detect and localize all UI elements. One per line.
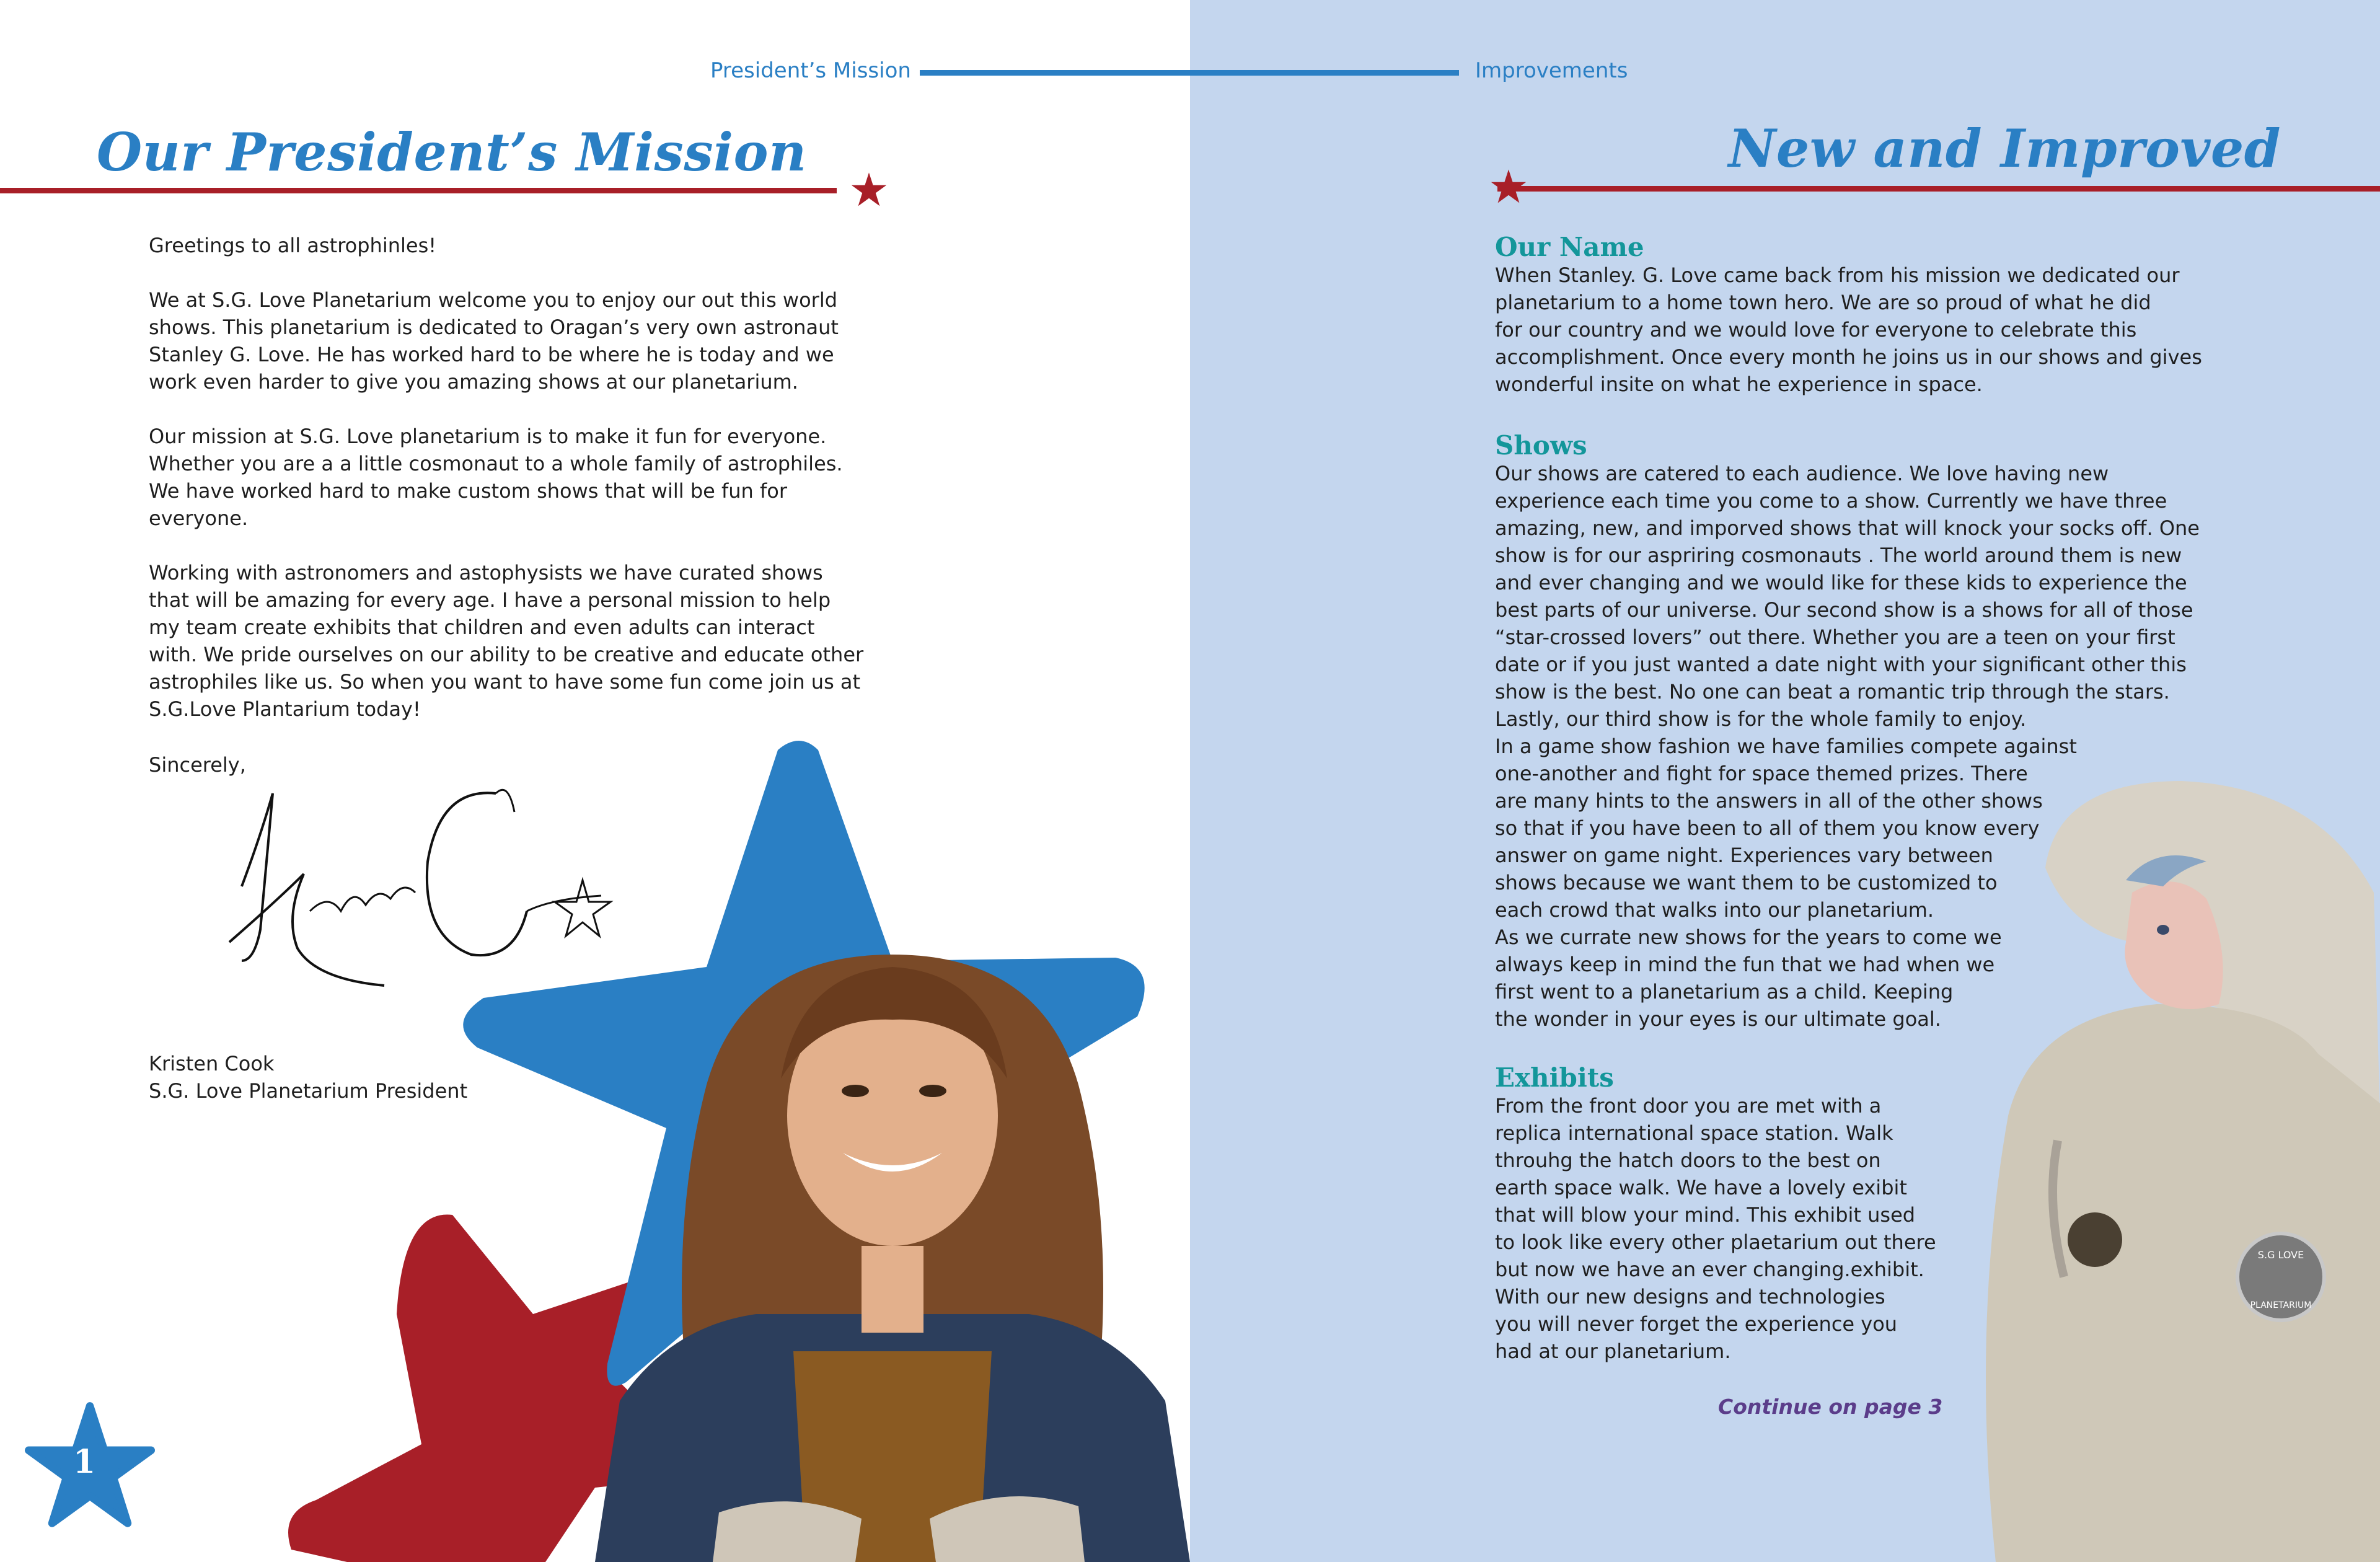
letter-paragraph: We at S.G. Love Planetarium welcome you to enjoy our out this world shows. This planetarium is dedicated to Oragan’s very own astronaut Stanley G. Love. He has worked hard to be where he is today and we work even harder to give you amazing shows at our planetarium. (149, 288, 839, 394)
star-icon (850, 171, 888, 208)
nav-divider (920, 70, 1459, 76)
signer-title: S.G. Love Planetarium President (149, 1079, 468, 1103)
signer-name: Kristen Cook (149, 1052, 275, 1075)
section-title: Shows (1495, 430, 1587, 461)
signature-image (205, 775, 626, 998)
page-title: Our President’s Mission (97, 121, 807, 183)
nav-label-presidents-mission[interactable]: President’s Mission (710, 58, 911, 83)
greeting: Greetings to all astrophinles! (149, 234, 437, 257)
signer-block (149, 1050, 467, 1105)
section-body: When Stanley. G. Love came back from his mission we dedicated our planetarium to a home town hero. We are so proud of what he did for our country and we would love for everyone to celebrate this accomplishment. Once every month he joins us in our shows and gives wonderful insite on what he experience in space. (1495, 263, 2202, 396)
page-number: 1 (73, 1443, 96, 1481)
section-body: From the front door you are met with a replica international space station. Walk throuhg the hatch doors to the best on earth space walk. We have a lovely exibit that will blow your mind. This exhibit used to look like every other plaetarium out there but now we have an ever changing.exhibit. With our new designs and technologies you will never forget the experience you had at our planetarium. (1495, 1094, 1936, 1363)
page-title: New and Improved (1728, 118, 2281, 179)
patch-text-bottom: PLANETARIUM (2250, 1300, 2312, 1310)
star-icon (1490, 168, 1527, 205)
section-body: Our shows are catered to each audience. We love having new experience each time you come to a show. Currently we have three amazing, new, and imporved shows that will knock your socks off. One show is for our aspriring cosmonauts . The world around them is new and ever changing and we would like for these kids to experience the best parts of our universe. Our second show is a shows for all of those “star-crossed lovers” out there. Whether you are a teen on your first date or if you just wanted a date night with your significant other this show is the best. No one can beat a romantic trip through the stars. Lastly, our third show is for the whole family to enjoy. In a game show fashion we have families compete against one-another and fight for space themed prizes. There are many hints to the answers in all of the other shows so that if you have been to all of them you know every answer on game night. Experiences vary between shows because we want them to be customized to each crowd that walks into our planetarium. As we currate new shows for the years to come we always keep in mind the fun that we had when we first went to a planetarium as a child. Keeping the wonder in your eyes is our ultimate goal. (1495, 462, 2200, 1031)
title-rule (0, 188, 837, 193)
letter-paragraph: Our mission at S.G. Love planetarium is to make it fun for everyone. Whether you are a a little cosmonaut to a whole family of astrophiles. We have worked hard to make custom shows that will be fun for everyone. (149, 425, 843, 530)
letter-body (149, 232, 911, 750)
section-title: Our Name (1495, 232, 1644, 262)
nav-label-improvements[interactable]: Improvements (1475, 58, 1628, 83)
portrait-photo (595, 843, 1190, 1562)
title-rule (1497, 186, 2380, 192)
letter-paragraph: Working with astronomers and astophysists we have curated shows that will be amazing for every age. I have a personal mission to help my team create exhibits that children and even adults can interact with. We pride ourselves on our ability to be creative and educate other astrophiles like us. So when you want to have some fun come join us at S.G.Love Plantarium today! (149, 561, 864, 721)
signoff: Sincerely, (149, 753, 246, 777)
right-page (1190, 0, 2380, 1562)
patch-text-top: S.G LOVE (2257, 1249, 2304, 1261)
section-title: Exhibits (1495, 1062, 1614, 1093)
continue-link[interactable]: Continue on page 3 (1718, 1395, 1943, 1419)
